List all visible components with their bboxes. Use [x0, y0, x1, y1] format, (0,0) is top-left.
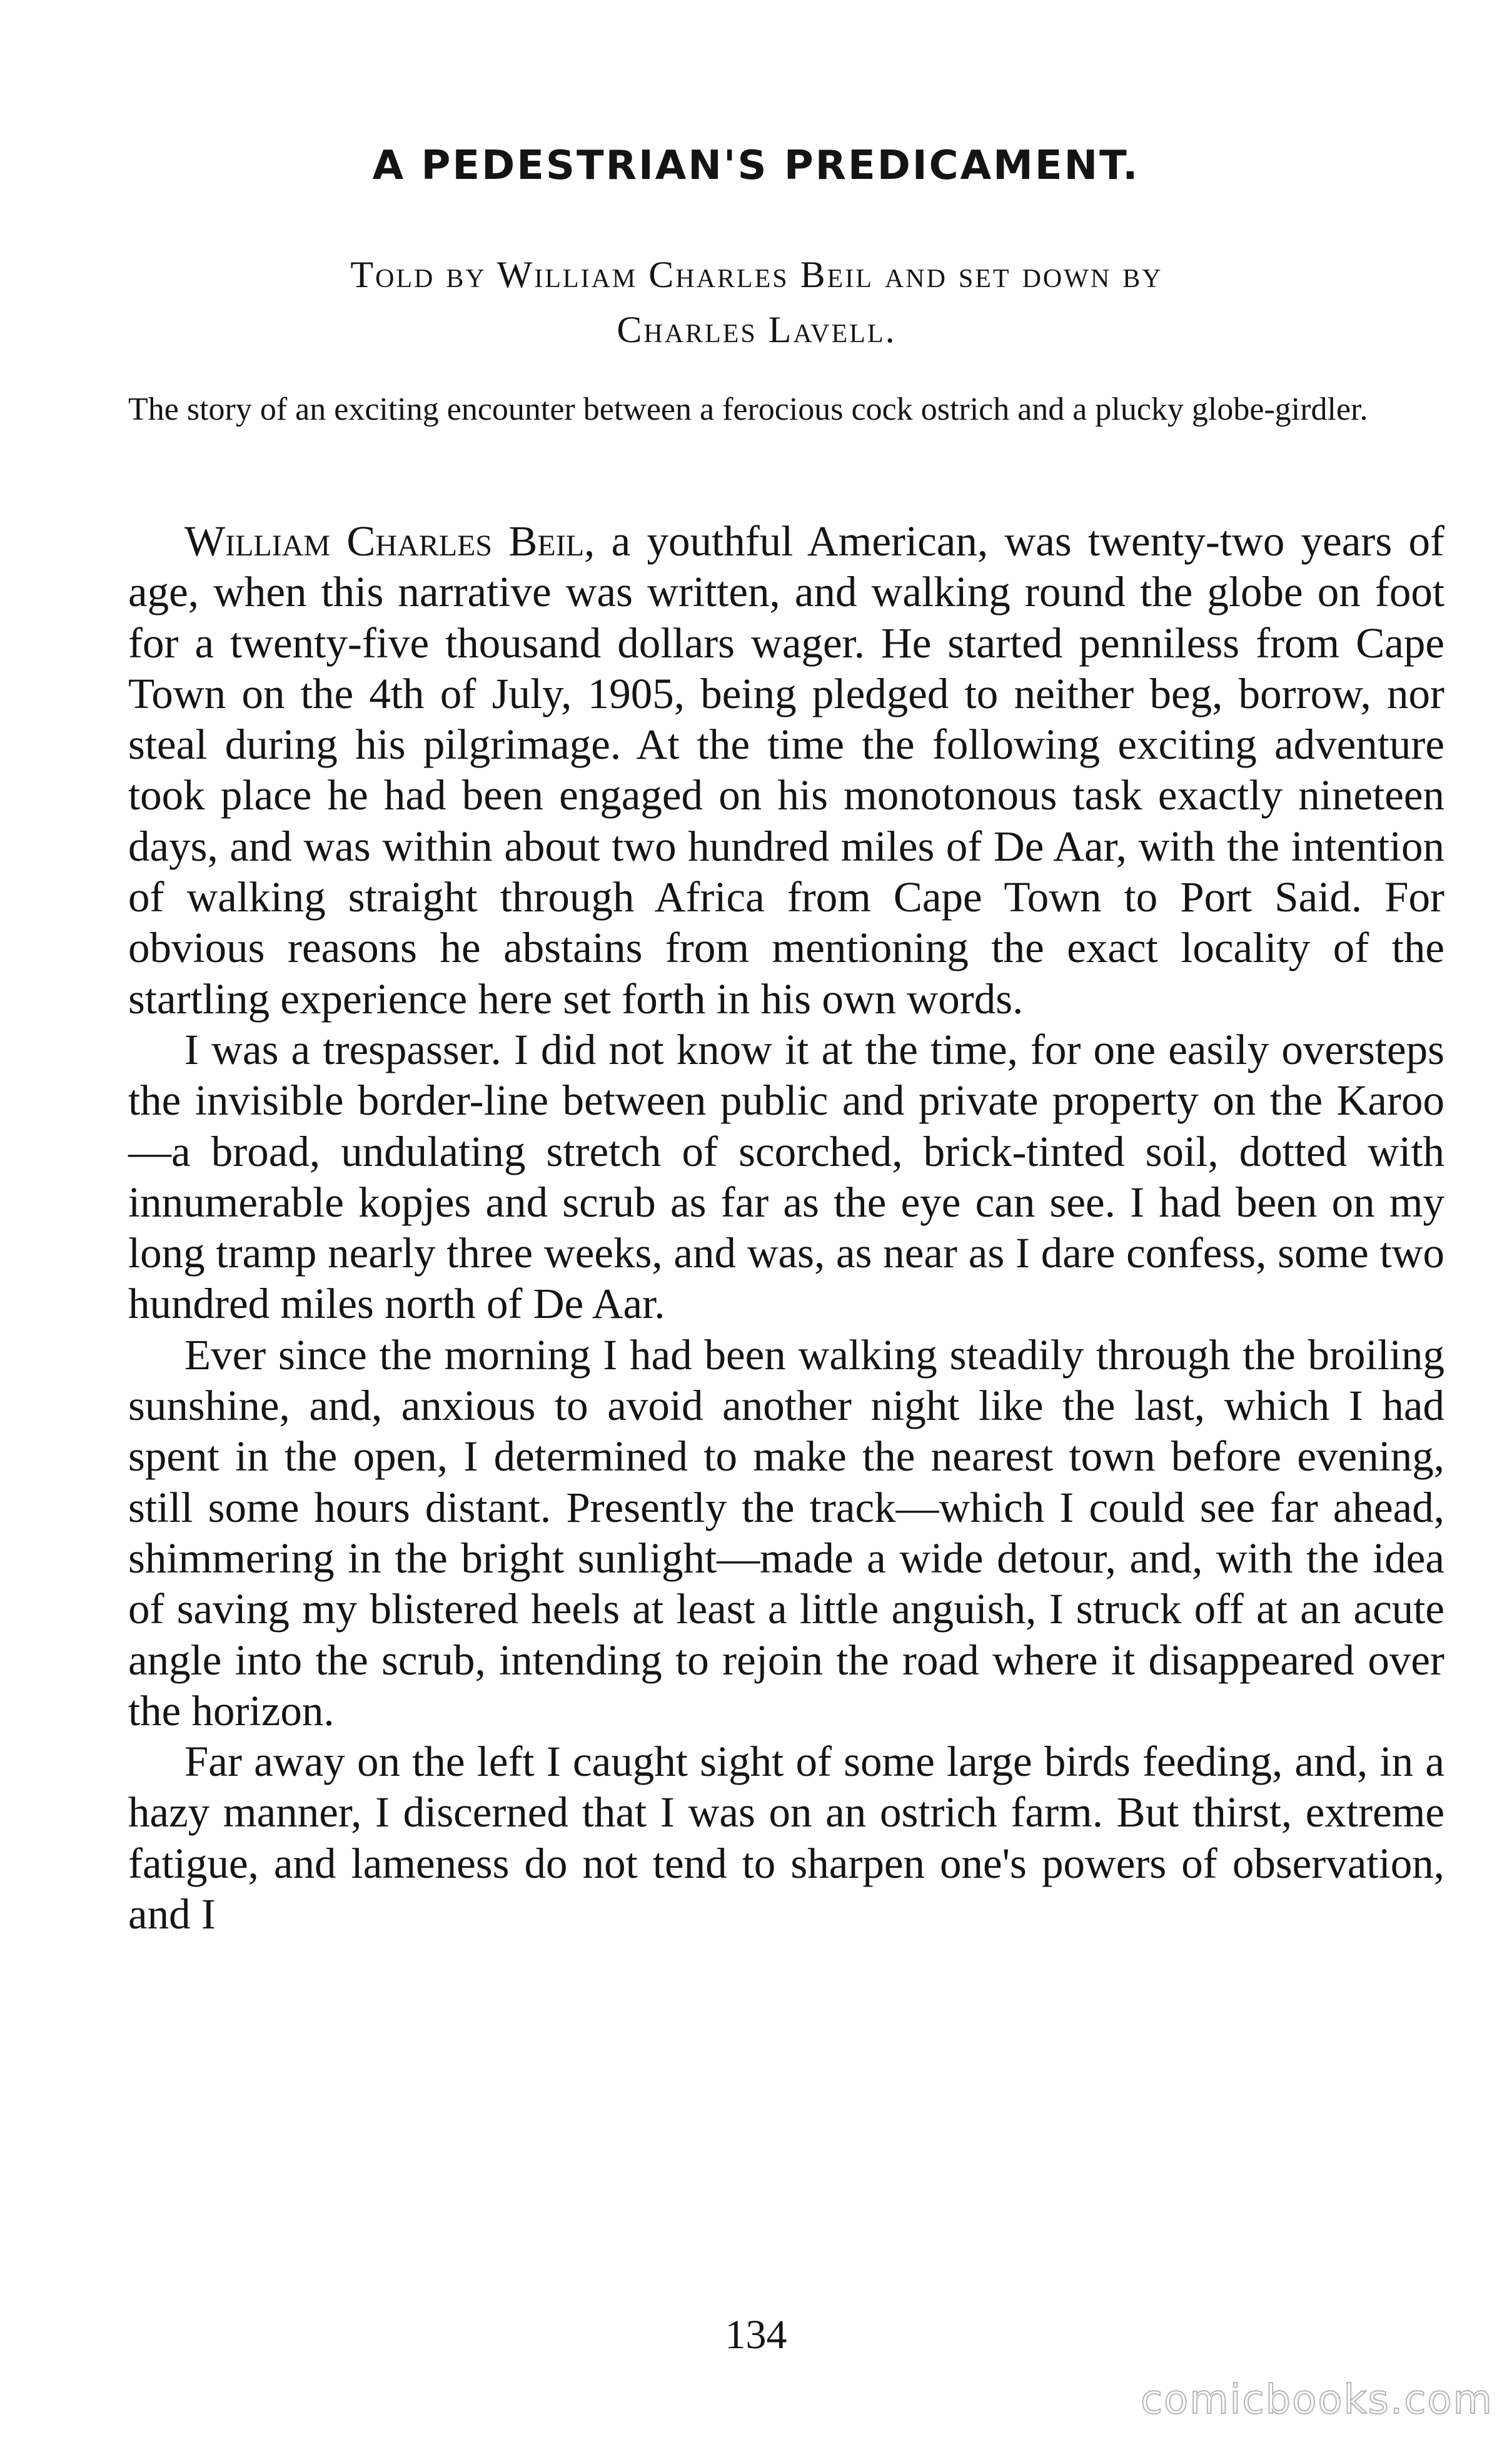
site-watermark: comicbooks.com	[1140, 2377, 1493, 2423]
byline-line-2: Charles Lavell.	[617, 309, 897, 350]
byline	[128, 247, 1385, 357]
body-paragraph-3: Ever since the morning I had been walking steadily through the broiling sunshine, and, anxious to avoid another night like the last, which I had spent in the open, I determined to make the nearest town before evening, still some hours distant. Presently the track—which I could see far ahead, shimmering in the bright sunlight—made a wide detour, and, with the idea of saving my blistered heels at least a little anguish, I struck off at an acute angle into the scrub, intending to rejoin the road where it disappeared over the horizon.	[128, 1330, 1444, 1735]
body-paragraph-1	[128, 516, 1444, 1025]
article-title: A PEDESTRIAN'S PREDICAMENT.	[372, 143, 1140, 189]
paragraph-lead-name: William Charles Beil,	[184, 517, 595, 565]
body-paragraph-4: Far away on the left I caught sight of some large birds feeding, and, in a hazy manner, I discerned that I was on an ostrich farm. But thirst, extreme fatigue, and lameness do not tend to sharpen one's powers of observation, and I	[128, 1738, 1444, 1938]
page-number: 134	[725, 2312, 787, 2358]
paragraph-text: a youthful American, was twenty-two years of age, when this narrative was written, and walking round the globe on foot for a twenty-five thousand dollars wager. He started penniless from Cape Town on the 4th of July, 1905, being pledged to neither beg, borrow, nor steal during his pilgrimage. At the time the following exciting adventure took place he had been engaged on his monotonous task exactly nineteen days, and was within about two hundred miles of De Aar, with the intention of walking straight through Africa from Cape Town to Port Said. For obvious reasons he abstains from mentioning the exact locality of the startling experience here set forth in his own words.	[128, 517, 1444, 1023]
story-summary: The story of an exciting encounter between a ferocious cock ostrich and a plucky globe-girdler.	[128, 392, 1368, 427]
byline-line-1: Told by William Charles Beil and set down by	[350, 254, 1163, 295]
article-body	[128, 516, 1444, 1940]
body-paragraph-2: I was a trespasser. I did not know it at the time, for one easily oversteps the invisible border-line between public and private property on the Karoo—a broad, undulating stretch of scorched, brick-tinted soil, dotted with innumerable kopjes and scrub as far as the eye can see. I had been on my long tramp nearly three weeks, and was, as near as I dare confess, some two hundred miles north of De Aar.	[128, 1025, 1444, 1328]
